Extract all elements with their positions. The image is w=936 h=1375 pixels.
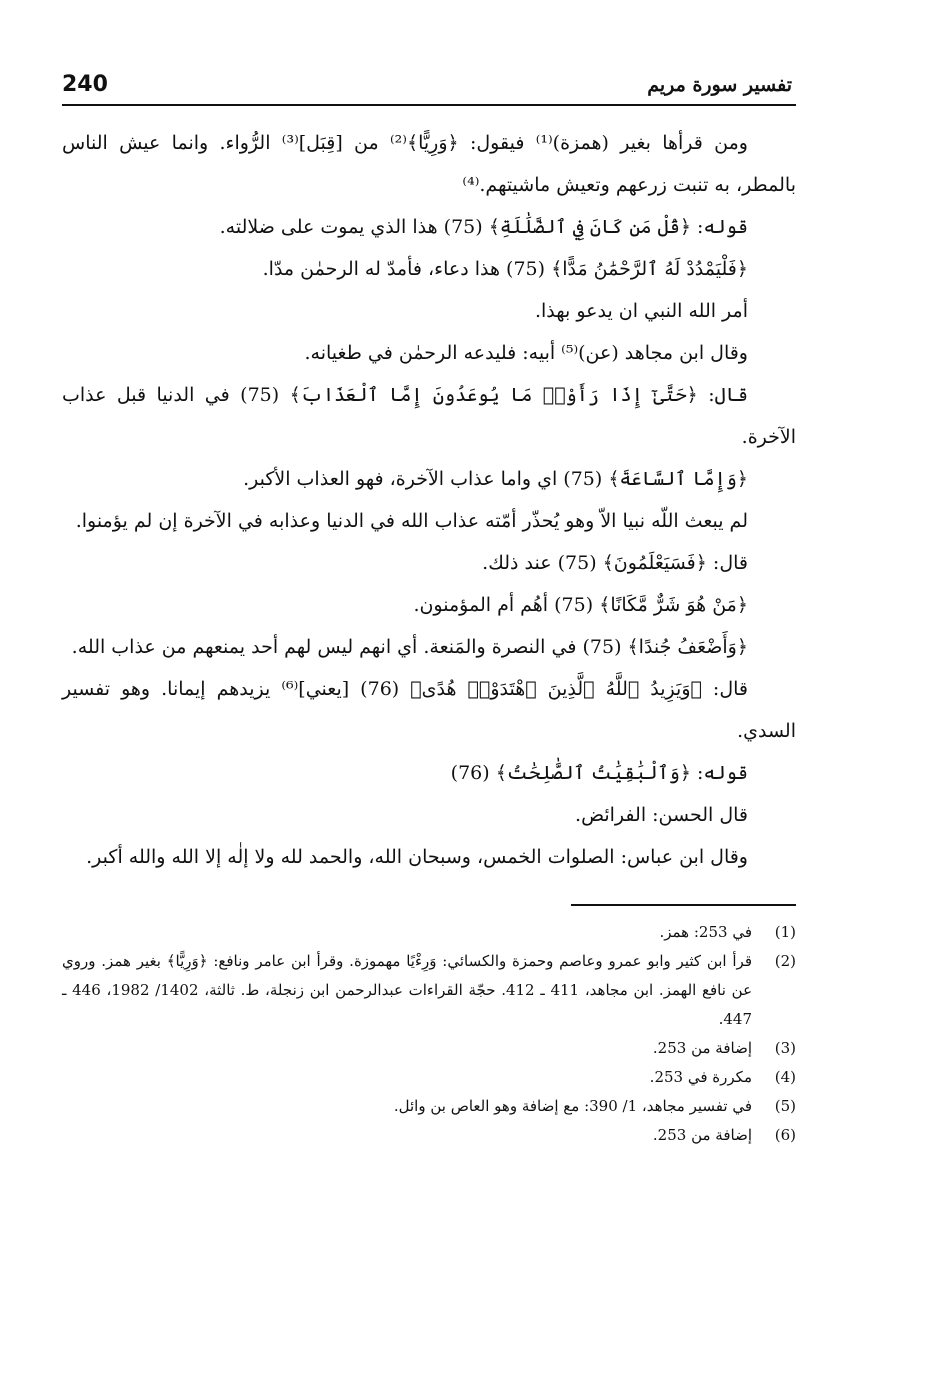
paragraph: لم يبعث اللّه نبيا الاّ وهو يُحذّر أمّته عذاب الله في الدنيا وعذابه في الآخرة إن لم يؤمنوا. bbox=[75, 510, 748, 532]
paragraph: ﴿مَنْ هُوَ شَرٌّ مَّكَانًا﴾ (75) أهُم أم المؤمنون. bbox=[413, 594, 748, 616]
paragraph: قوله: ﴿وَٱلْبَٰقِيَٰتُ ٱلصَّٰلِحَٰتُ﴾ (76) bbox=[450, 762, 748, 784]
paragraph: ﴿وَأَضْعَفُ جُندًا﴾ (75) في النصرة والمَنعة. أي انهم ليس لهم أحد يمنعهم من عذاب الله. bbox=[71, 636, 748, 658]
paragraph: وقال ابن عباس: الصلوات الخمس، وسبحان الله، والحمد لله ولا إلٰه إلا الله والله أكبر. bbox=[86, 846, 748, 868]
footnote bbox=[62, 1121, 796, 1150]
page-number: 240 bbox=[62, 72, 108, 97]
footnote bbox=[62, 947, 796, 1034]
paragraph: ﴿وَإِمَّا ٱلسَّاعَةَ﴾ (75) اي واما عذاب الآخرة، فهو العذاب الأكبر. bbox=[243, 468, 748, 490]
footnote bbox=[62, 1034, 796, 1063]
paragraph: وقال ابن مجاهد (عن)⁽⁵⁾ أبيه: فليدعه الرحمٰن في طغيانه. bbox=[304, 342, 748, 364]
paragraph: قوله: ﴿قُلْ مَن كَانَ فِي ٱلضَّلَٰلَةِ﴾ (75) هذا الذي يموت على ضلالته. bbox=[219, 216, 748, 238]
footnote-text: قرأ ابن كثير وابو عمرو وعاصم وحمزة والكسائي: وَرِءْيًا مهموزة. وقرأ ابن عامر ونافع: ﴿وَرِيًّا﴾ بغير همز. وروي عن نافع الهمز. ابن مجاهد، 411 ـ 412. حجّة القراءات عبدالرحمن ابن زنجلة، ط. ثالثة، 1402/ 1982، 446 ـ 447. bbox=[62, 952, 753, 1028]
running-title: تفسير سورة مريم bbox=[647, 74, 792, 96]
footnote bbox=[62, 1092, 796, 1121]
paragraph: ومن قرأها بغير (همزة)⁽¹⁾ فيقول: ﴿وَرِيًّا﴾⁽²⁾ من [قِبَل]⁽³⁾ الرُّواء. وانما عيش الناس بالمطر، به تنبت زرعهم وتعيش ماشيتهم.⁽⁴⁾ bbox=[62, 132, 796, 196]
paragraph: قال: ﴿وَيَزِيدُ ٱللَّهُ ٱلَّذِينَ ٱهْتَدَوْا۟ هُدًى﴾ (76) [يعني]⁽⁶⁾ يزيدهم إيمانا. وهو تفسير السدي. bbox=[62, 678, 796, 742]
footnote-number: (3) bbox=[774, 1039, 796, 1057]
footnote-number: (6) bbox=[774, 1126, 796, 1144]
footnote-number: (2) bbox=[774, 952, 796, 970]
main-text bbox=[62, 122, 796, 878]
paragraph: أمر الله النبي ان يدعو بهذا. bbox=[534, 300, 748, 322]
footnotes bbox=[62, 918, 796, 1150]
book-page bbox=[62, 62, 796, 1150]
footnote-number: (4) bbox=[774, 1068, 796, 1086]
footnote-text: في 253: همز. bbox=[659, 923, 752, 941]
footnote bbox=[62, 918, 796, 947]
paragraph: قال الحسن: الفرائض. bbox=[575, 804, 748, 826]
paragraph: قال: ﴿حَتَّىٰٓ إِذَا رَأَوْا۟ مَا يُوعَدُونَ إِمَّا ٱلْعَذَابَ﴾ (75) في الدنيا قبل عذاب الآخرة. bbox=[62, 384, 796, 448]
paragraph: ﴿فَلْيَمْدُدْ لَهُ ٱلرَّحْمَٰنُ مَدًّا﴾ (75) هذا دعاء، فأمدّ له الرحمٰن مدّا. bbox=[262, 258, 748, 280]
footnote-text: إضافة من 253. bbox=[652, 1126, 752, 1144]
footnote-text: إضافة من 253. bbox=[652, 1039, 752, 1057]
paragraph: قال: ﴿فَسَيَعْلَمُونَ﴾ (75) عند ذلك. bbox=[482, 552, 748, 574]
footnote-text: في تفسير مجاهد، 1/ 390: مع إضافة وهو العاص بن وائل. bbox=[393, 1097, 752, 1115]
footnote-number: (5) bbox=[774, 1097, 796, 1115]
footnote-divider bbox=[571, 904, 796, 906]
footnote-number: (1) bbox=[774, 923, 796, 941]
footnote-text: مكررة في 253. bbox=[649, 1068, 752, 1086]
footnote bbox=[62, 1063, 796, 1092]
page-header bbox=[62, 62, 796, 106]
